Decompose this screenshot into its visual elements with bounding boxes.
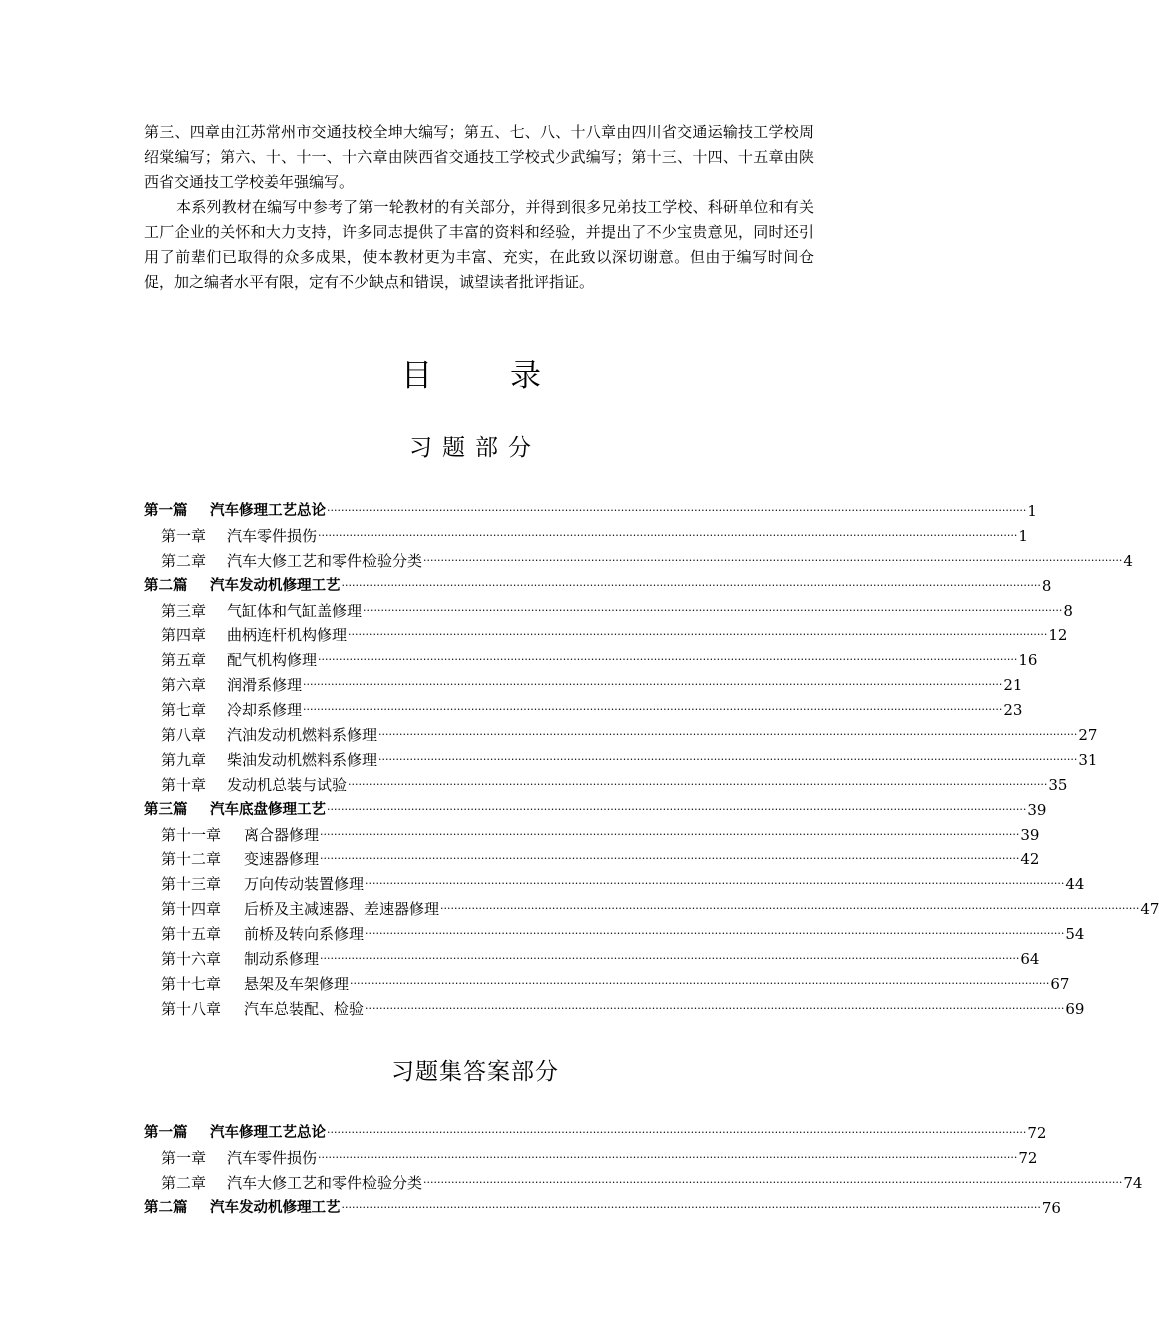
- toc-entry-page: 44: [1065, 875, 1085, 894]
- toc-entry-page: 8: [1063, 601, 1073, 620]
- toc-entry-page: 27: [1078, 726, 1098, 745]
- toc-leader-dots: ········································································································································································································: [327, 802, 1027, 816]
- toc-entry-title: 前桥及转向系修理: [244, 925, 365, 944]
- toc-entry-page: 67: [1050, 974, 1070, 993]
- toc-entry-title: 离合器修理: [244, 825, 320, 844]
- toc-entry-page: 1: [1027, 502, 1037, 520]
- toc-entry-number: 第七章: [161, 701, 207, 720]
- toc-entry-title: 制动系修理: [244, 950, 320, 969]
- toc-entry-title: 变速器修理: [244, 850, 320, 869]
- toc-entry-number: 第四章: [161, 626, 207, 645]
- toc-entry-number: 第三篇: [144, 801, 188, 818]
- toc-entry-title: 万向传动装置修理: [244, 875, 365, 894]
- toc-chapter-entry: [144, 972, 1070, 997]
- toc-leader-dots: ········································································································································································································: [341, 578, 1041, 592]
- toc-chapter-entry: [144, 773, 1068, 798]
- toc-list-exercises: [144, 499, 1159, 1022]
- toc-entry-title: 悬架及车架修理: [244, 974, 350, 993]
- toc-leader-dots: ········································································································································································································: [318, 1150, 1018, 1164]
- toc-entry-title: 汽车零件损伤: [227, 1148, 318, 1167]
- toc-entry-title: 汽车总装配、检验: [244, 999, 365, 1018]
- toc-entry-number: 第三章: [161, 601, 207, 620]
- toc-entry-number: 第六章: [161, 676, 207, 695]
- toc-entry-number: 第十一章: [161, 825, 222, 844]
- toc-part-entry: [144, 499, 1037, 524]
- toc-leader-dots: ········································································································································································································: [423, 553, 1123, 567]
- toc-entry-title: 冷却系修理: [227, 701, 303, 720]
- toc-chapter-entry: [144, 673, 1023, 698]
- toc-entry-title: 汽车发动机修理工艺: [210, 577, 341, 594]
- intro-paragraph-1: 第三、四章由江苏常州市交通技校全坤大编写；第五、七、八、十八章由四川省交通运输技工学校周绍棠编写；第六、十、十一、十六章由陕西省交通技工学校式少武编写；第十三、十四、十五章由陕西省交通技工学校姜年强编写。: [144, 123, 814, 191]
- toc-leader-dots: ········································································································································································································: [318, 653, 1018, 667]
- section-heading-answers: 习题集答案部分: [391, 1059, 559, 1085]
- toc-entry-page: 16: [1018, 651, 1038, 670]
- toc-title: [0, 352, 950, 400]
- toc-leader-dots: ········································································································································································································: [318, 528, 1018, 542]
- toc-leader-dots: ········································································································································································································: [350, 976, 1050, 990]
- toc-entry-number: 第十三章: [161, 875, 222, 894]
- toc-title-left: 目: [401, 358, 440, 394]
- toc-chapter-entry: [144, 549, 1133, 574]
- toc-entry-number: 第八章: [161, 726, 207, 745]
- toc-entry-number: 第二篇: [144, 577, 188, 594]
- toc-entry-title: 汽车修理工艺总论: [210, 503, 326, 519]
- toc-entry-title: 汽车修理工艺总论: [210, 1125, 326, 1141]
- toc-chapter-entry: [144, 698, 1023, 723]
- toc-entry-number: 第二章: [161, 551, 207, 570]
- toc-part-entry: [144, 1196, 1061, 1221]
- toc-entry-page: 69: [1065, 999, 1085, 1018]
- toc-leader-dots: ········································································································································································································: [440, 902, 1140, 916]
- toc-leader-dots: ········································································································································································································: [320, 852, 1020, 866]
- toc-part-entry: [144, 574, 1052, 599]
- toc-entry-number: 第十章: [161, 775, 207, 794]
- toc-entry-number: 第十八章: [161, 999, 222, 1018]
- toc-entry-number: 第十五章: [161, 925, 222, 944]
- toc-chapter-entry: [144, 823, 1040, 848]
- toc-leader-dots: ········································································································································································································: [303, 703, 1003, 717]
- toc-leader-dots: ········································································································································································································: [348, 777, 1048, 791]
- toc-leader-dots: ········································································································································································································: [348, 628, 1048, 642]
- toc-entry-page: 21: [1003, 676, 1023, 695]
- section-heading-exercises: 习题部分: [409, 435, 541, 461]
- toc-entry-page: 76: [1041, 1198, 1061, 1217]
- toc-part-entry: [144, 1121, 1047, 1146]
- toc-entry-title: 汽车大修工艺和零件检验分类: [227, 551, 423, 570]
- toc-chapter-entry: [144, 897, 1159, 922]
- toc-entry-number: 第十四章: [161, 900, 222, 919]
- toc-entry-page: 64: [1020, 950, 1040, 969]
- toc-entry-page: 12: [1048, 626, 1068, 645]
- toc-chapter-entry: [144, 599, 1073, 624]
- toc-leader-dots: ········································································································································································································: [327, 1126, 1027, 1139]
- toc-entry-number: 第一章: [161, 1148, 207, 1167]
- toc-entry-page: 72: [1018, 1148, 1038, 1167]
- toc-entry-number: 第一章: [161, 526, 207, 545]
- toc-chapter-entry: [144, 748, 1098, 773]
- toc-entry-number: 第二章: [161, 1173, 207, 1192]
- toc-entry-page: 35: [1048, 775, 1068, 794]
- toc-entry-number: 第一篇: [144, 1125, 188, 1141]
- toc-chapter-entry: [144, 723, 1098, 748]
- toc-entry-page: 1: [1018, 526, 1028, 545]
- toc-leader-dots: ········································································································································································································: [327, 504, 1027, 517]
- toc-entry-page: 72: [1027, 1124, 1047, 1142]
- toc-entry-page: 47: [1140, 900, 1159, 919]
- toc-entry-title: 气缸体和气缸盖修理: [227, 601, 363, 620]
- toc-leader-dots: ········································································································································································································: [320, 827, 1020, 841]
- toc-entry-title: 润滑系修理: [227, 676, 303, 695]
- toc-leader-dots: ········································································································································································································: [303, 678, 1003, 692]
- toc-entry-page: 54: [1065, 925, 1085, 944]
- toc-entry-page: 31: [1078, 750, 1098, 769]
- toc-leader-dots: ········································································································································································································: [378, 728, 1078, 742]
- toc-leader-dots: ········································································································································································································: [363, 603, 1063, 617]
- toc-entry-page: 39: [1020, 825, 1040, 844]
- toc-entry-number: 第一篇: [144, 503, 188, 519]
- intro-text: [144, 120, 814, 295]
- toc-entry-number: 第十二章: [161, 850, 222, 869]
- toc-leader-dots: ········································································································································································································: [365, 877, 1065, 891]
- toc-entry-title: 汽车发动机修理工艺: [210, 1199, 341, 1216]
- toc-chapter-entry: [144, 1171, 1143, 1196]
- toc-entry-page: 39: [1027, 800, 1047, 819]
- toc-list-answers: [144, 1121, 1143, 1221]
- toc-entry-title: 后桥及主减速器、差速器修理: [244, 900, 440, 919]
- toc-leader-dots: ········································································································································································································: [365, 1001, 1065, 1015]
- toc-entry-title: 配气机构修理: [227, 651, 318, 670]
- toc-entry-page: 42: [1020, 850, 1040, 869]
- toc-entry-title: 汽车大修工艺和零件检验分类: [227, 1173, 423, 1192]
- toc-entry-title: 汽车底盘修理工艺: [210, 801, 326, 818]
- toc-entry-title: 汽车零件损伤: [227, 526, 318, 545]
- toc-entry-number: 第十六章: [161, 950, 222, 969]
- toc-leader-dots: ········································································································································································································: [365, 927, 1065, 941]
- toc-entry-number: 第二篇: [144, 1199, 188, 1216]
- toc-chapter-entry: [144, 648, 1038, 673]
- toc-entry-page: 4: [1123, 551, 1133, 570]
- toc-entry-number: 第九章: [161, 750, 207, 769]
- toc-chapter-entry: [144, 623, 1068, 648]
- toc-chapter-entry: [144, 1146, 1038, 1171]
- toc-chapter-entry: [144, 847, 1040, 872]
- toc-part-entry: [144, 798, 1047, 823]
- toc-entry-page: 8: [1041, 576, 1052, 595]
- toc-leader-dots: ········································································································································································································: [320, 952, 1020, 966]
- toc-entry-number: 第十七章: [161, 974, 222, 993]
- toc-chapter-entry: [144, 872, 1085, 897]
- toc-chapter-entry: [144, 947, 1040, 972]
- toc-entry-title: 发动机总装与试验: [227, 775, 348, 794]
- toc-entry-page: 23: [1003, 701, 1023, 720]
- toc-title-right: 录: [510, 358, 549, 394]
- toc-entry-number: 第五章: [161, 651, 207, 670]
- toc-leader-dots: ········································································································································································································: [341, 1200, 1041, 1214]
- intro-paragraph-2: 本系列教材在编写中参考了第一轮教材的有关部分，并得到很多兄弟技工学校、科研单位和有关工厂企业的关怀和大力支持，许多同志提供了丰富的资料和经验，并提出了不少宝贵意见，同时还引用了前辈们已取得的众多成果，使本教材更为丰富、充实，在此致以深切谢意。但由于编写时间仓促，加之编者水平有限，定有不少缺点和错误，诚望读者批评指证。: [144, 198, 814, 291]
- toc-chapter-entry: [144, 524, 1028, 549]
- toc-chapter-entry: [144, 922, 1085, 947]
- toc-entry-title: 曲柄连杆机构修理: [227, 626, 348, 645]
- toc-leader-dots: ········································································································································································································: [423, 1175, 1123, 1189]
- toc-entry-title: 汽油发动机燃料系修理: [227, 726, 378, 745]
- toc-chapter-entry: [144, 997, 1085, 1022]
- toc-entry-page: 74: [1123, 1173, 1143, 1192]
- toc-leader-dots: ········································································································································································································: [378, 752, 1078, 766]
- toc-entry-title: 柴油发动机燃料系修理: [227, 750, 378, 769]
